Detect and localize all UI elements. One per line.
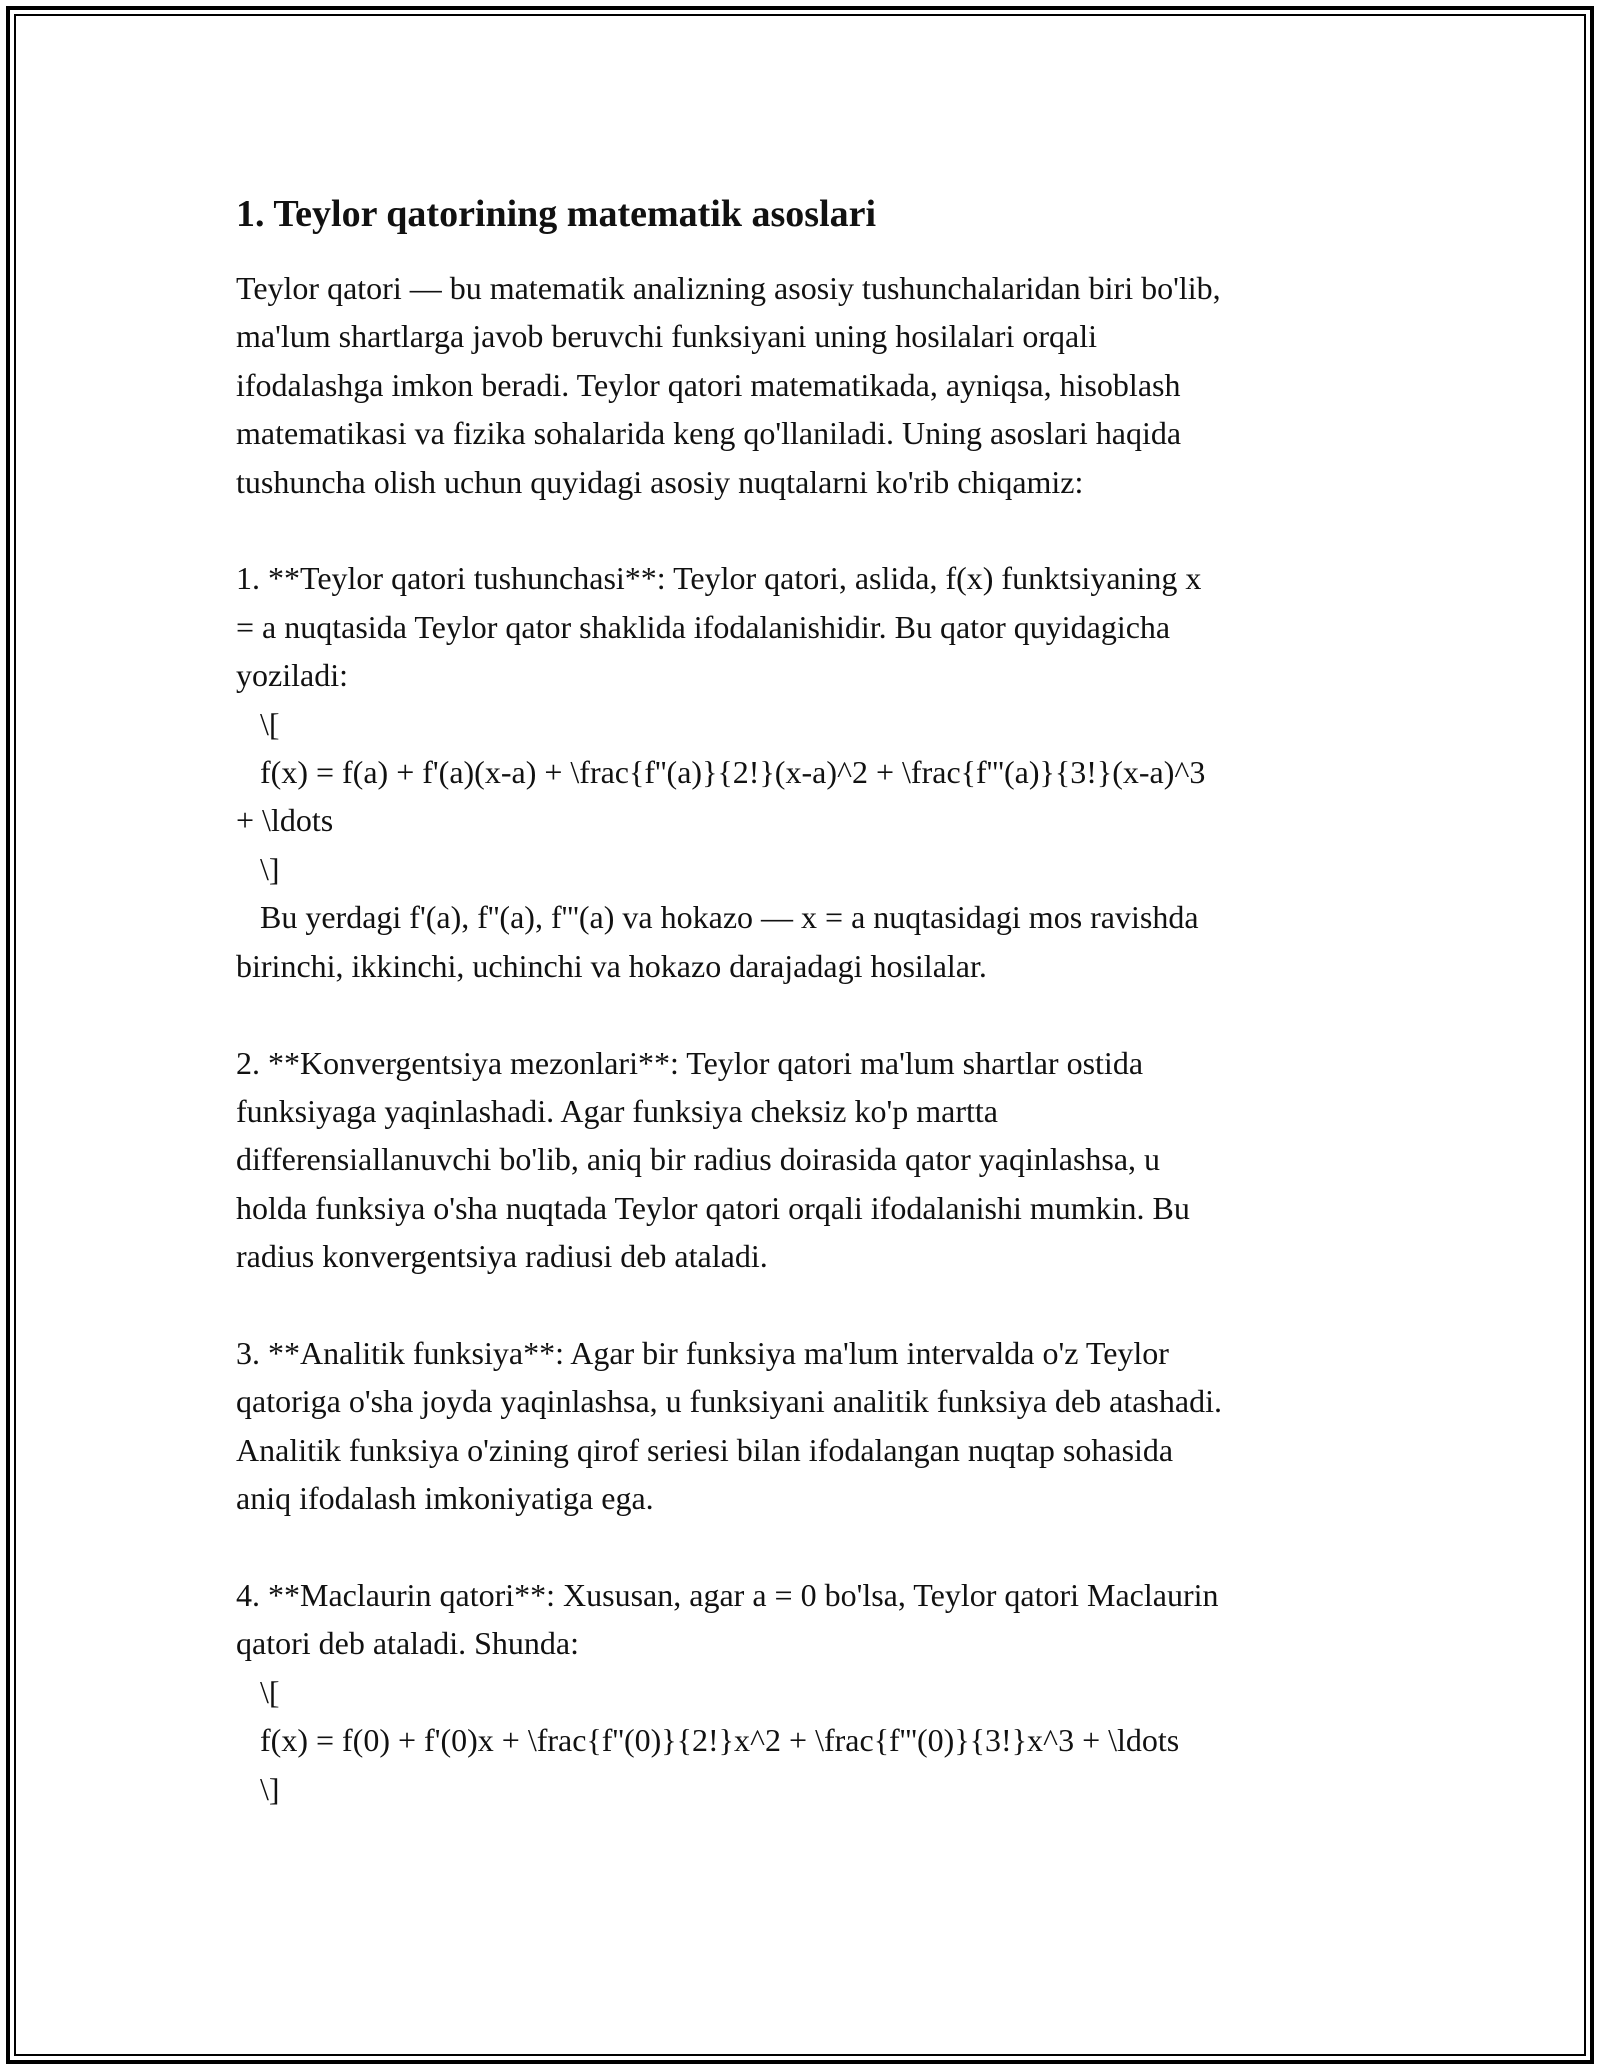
document-title: 1. Teylor qatorining matematik asoslari	[236, 193, 877, 235]
document-body: Teylor qatori — bu matematik analizning asosiy tushunchalaridan biri bo'lib, ma'lum shartlarga javob beruvchi funksiyani uning hosilalari orqali ifodalashga imkon beradi. Teylor qatori matematikada, ayniqsa, hisoblash matematikasi va fizika sohalarida keng qo'llaniladi. Uning asoslari haqida tushuncha olish uchun quyidagi asosiy nuqtalarni ko'rib chiqamiz: 1. **Teylor qatori tushunchasi**: Teylor qatori, aslida, f(x) funktsiyaning x = a nuqtasida Teylor qator shaklida ifodalanishidir. Bu qator quyidagicha yoziladi: \[ f(x) = f(a) + f'(a)(x-a) + \frac{f''(a)}{2!}(x-a)^2 + \frac{f'''(a)}{3!}(x-a)^3 + \ldots \] Bu yerdagi f'(a), f''(a), f'''(a) va hokazo — x = a nuqtasidagi mos ravishda birinchi, ikkinchi, uchinchi va hokazo darajadagi hosilalar. 2. **Konvergentsiya mezonlari**: Teylor qatori ma'lum shartlar ostida funksiyaga yaqinlashadi. Agar funksiya cheksiz ko'p martta differensiallanuvchi bo'lib, aniq bir radius doirasida qator yaqinlashsa, u holda funksiya o'sha nuqtada Teylor qatori orqali ifodalanishi mumkin. Bu radius konvergentsiya radiusi deb ataladi. 3. **Analitik funksiya**: Agar bir funksiya ma'lum intervalda o'z Teylor qatoriga o'sha joyda yaqinlashsa, u funksiyani analitik funksiya deb atashadi. Analitik funksiya o'zining qirof seriesi bilan ifodalangan nuqtap sohasida aniq ifodalash imkoniyatiga ega. 4. **Maclaurin qatori**: Xususan, agar a = 0 bo'lsa, Teylor qatori Maclaurin qatori deb ataladi. Shunda: \[ f(x) = f(0) + f'(0)x + \frac{f''(0)}{2!}x^2 + \frac{f'''(0)}{3!}x^3 + \ldots \]	[236, 270, 1222, 1807]
document-content	[236, 186, 1396, 1813]
